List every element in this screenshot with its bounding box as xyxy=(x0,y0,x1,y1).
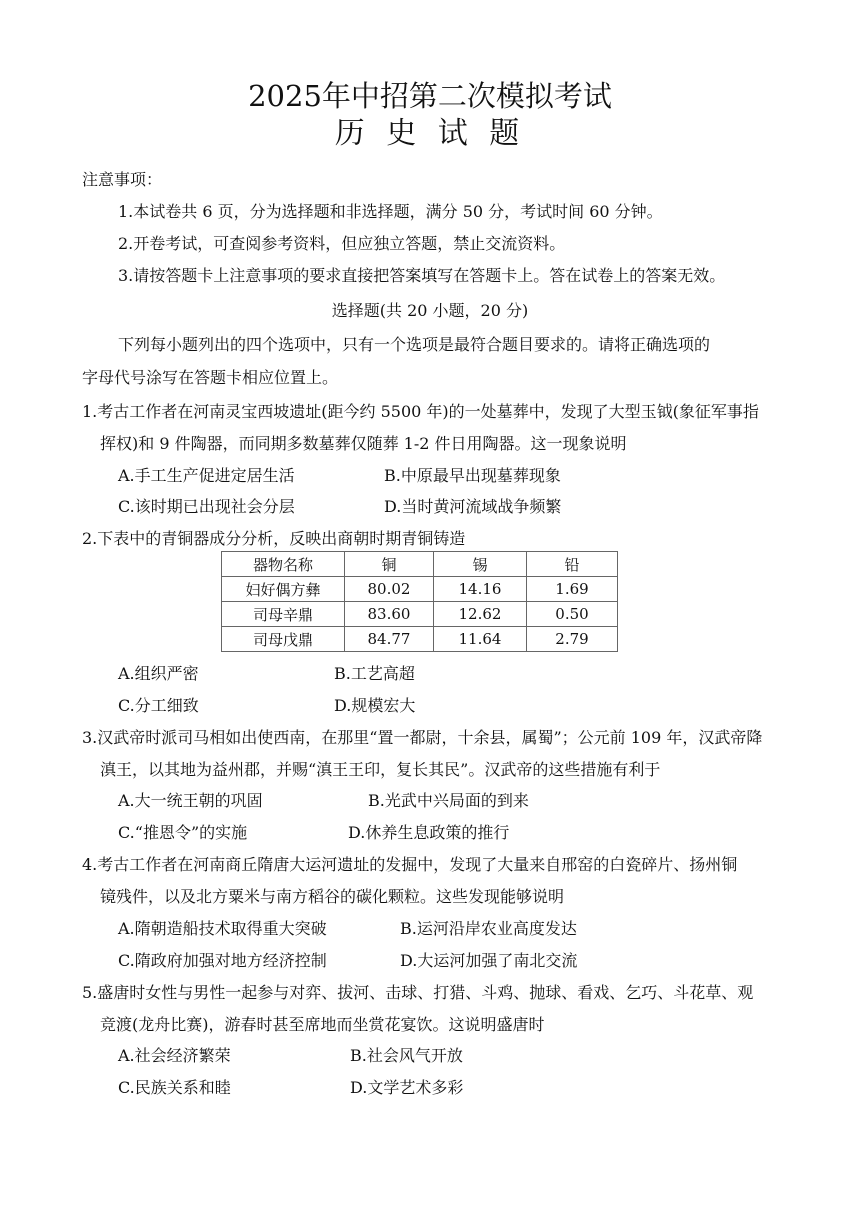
subject-title: 历 史 试 题 xyxy=(334,116,526,151)
option-b: B.中原最早出现墓葬现象 xyxy=(384,466,561,485)
question-stem: 滇王，以其地为益州郡，并赐“滇王王印，复长其民”。汉武帝的这些措施有利于 xyxy=(100,760,661,779)
table-header: 铅 xyxy=(527,552,618,577)
table-cell: 84.77 xyxy=(345,627,434,652)
option-a: A.组织严密 xyxy=(118,664,199,683)
option-c: C.民族关系和睦 xyxy=(118,1078,231,1097)
option-c: C.该时期已出现社会分层 xyxy=(118,497,295,516)
table-cell: 2.79 xyxy=(527,627,618,652)
table-header: 器物名称 xyxy=(222,552,345,577)
table-cell: 83.60 xyxy=(345,602,434,627)
question-stem: 挥权)和 9 件陶器，而同期多数墓葬仅随葬 1-2 件日用陶器。这一现象说明 xyxy=(100,434,627,453)
question-stem: 3.汉武帝时派司马相如出使西南，在那里“置一都尉，十余县，属蜀”；公元前 109 年，汉武帝降 xyxy=(82,728,763,747)
question-stem: 4.考古工作者在河南商丘隋唐大运河遗址的发掘中，发现了大量来自邢窑的白瓷碎片、扬州铜 xyxy=(82,855,738,874)
table-header-row xyxy=(222,552,618,577)
bronze-composition-table xyxy=(221,551,618,652)
table-cell: 11.64 xyxy=(434,627,527,652)
question-stem: 5.盛唐时女性与男性一起参与对弈、拔河、击球、打猎、斗鸡、抛球、看戏、乞巧、斗花草、观 xyxy=(82,983,754,1002)
section-instruction: 字母代号涂写在答题卡相应位置上。 xyxy=(82,368,339,387)
table-row xyxy=(222,627,618,652)
notice-item: 2.开卷考试，可查阅参考资料，但应独立答题，禁止交流资料。 xyxy=(118,234,566,253)
option-c: C.隋政府加强对地方经济控制 xyxy=(118,951,327,970)
exam-title: 2025年中招第二次模拟考试 xyxy=(248,79,612,113)
table-cell: 80.02 xyxy=(345,577,434,602)
notice-heading: 注意事项： xyxy=(82,170,163,189)
option-a: A.手工生产促进定居生活 xyxy=(118,466,295,485)
option-d: D.当时黄河流域战争频繁 xyxy=(384,497,562,516)
option-b: B.运河沿岸农业高度发达 xyxy=(400,919,577,938)
option-d: D.规模宏大 xyxy=(334,696,416,715)
question-stem: 镜残件，以及北方粟米与南方稻谷的碳化颗粒。这些发现能够说明 xyxy=(100,887,565,906)
table-cell: 妇好偶方彝 xyxy=(222,577,345,602)
section-instruction: 下列每小题列出的四个选项中，只有一个选项是最符合题目要求的。请将正确选项的 xyxy=(118,335,711,354)
table-header: 锡 xyxy=(434,552,527,577)
option-b: B.光武中兴局面的到来 xyxy=(368,791,529,810)
option-d: D.大运河加强了南北交流 xyxy=(400,951,578,970)
option-b: B.工艺高超 xyxy=(334,664,415,683)
question-stem: 2.下表中的青铜器成分分析，反映出商朝时期青铜铸造 xyxy=(82,529,466,548)
question-stem: 1.考古工作者在河南灵宝西坡遗址(距今约 5500 年)的一处墓葬中，发现了大型玉钺(象征军事指 xyxy=(82,402,759,421)
option-c: C.分工细致 xyxy=(118,696,199,715)
table-cell: 1.69 xyxy=(527,577,618,602)
option-d: D.休养生息政策的推行 xyxy=(348,823,510,842)
option-a: A.隋朝造船技术取得重大突破 xyxy=(118,919,327,938)
question-stem: 竞渡(龙舟比赛)，游春时甚至席地而坐赏花宴饮。这说明盛唐时 xyxy=(100,1015,545,1034)
option-a: A.大一统王朝的巩固 xyxy=(118,791,263,810)
table-row xyxy=(222,602,618,627)
notice-item: 3.请按答题卡上注意事项的要求直接把答案填写在答题卡上。答在试卷上的答案无效。 xyxy=(118,266,726,285)
table-cell: 司母辛鼎 xyxy=(222,602,345,627)
table-row xyxy=(222,577,618,602)
section-title: 选择题(共 20 小题，20 分) xyxy=(331,301,529,320)
table-header: 铜 xyxy=(345,552,434,577)
table-cell: 0.50 xyxy=(527,602,618,627)
option-a: A.社会经济繁荣 xyxy=(118,1046,231,1065)
option-c: C.“推恩令”的实施 xyxy=(118,823,248,842)
table-cell: 14.16 xyxy=(434,577,527,602)
option-b: B.社会风气开放 xyxy=(350,1046,463,1065)
table-cell: 司母戊鼎 xyxy=(222,627,345,652)
notice-item: 1.本试卷共 6 页，分为选择题和非选择题，满分 50 分，考试时间 60 分钟。 xyxy=(118,202,663,221)
option-d: D.文学艺术多彩 xyxy=(350,1078,464,1097)
table-cell: 12.62 xyxy=(434,602,527,627)
